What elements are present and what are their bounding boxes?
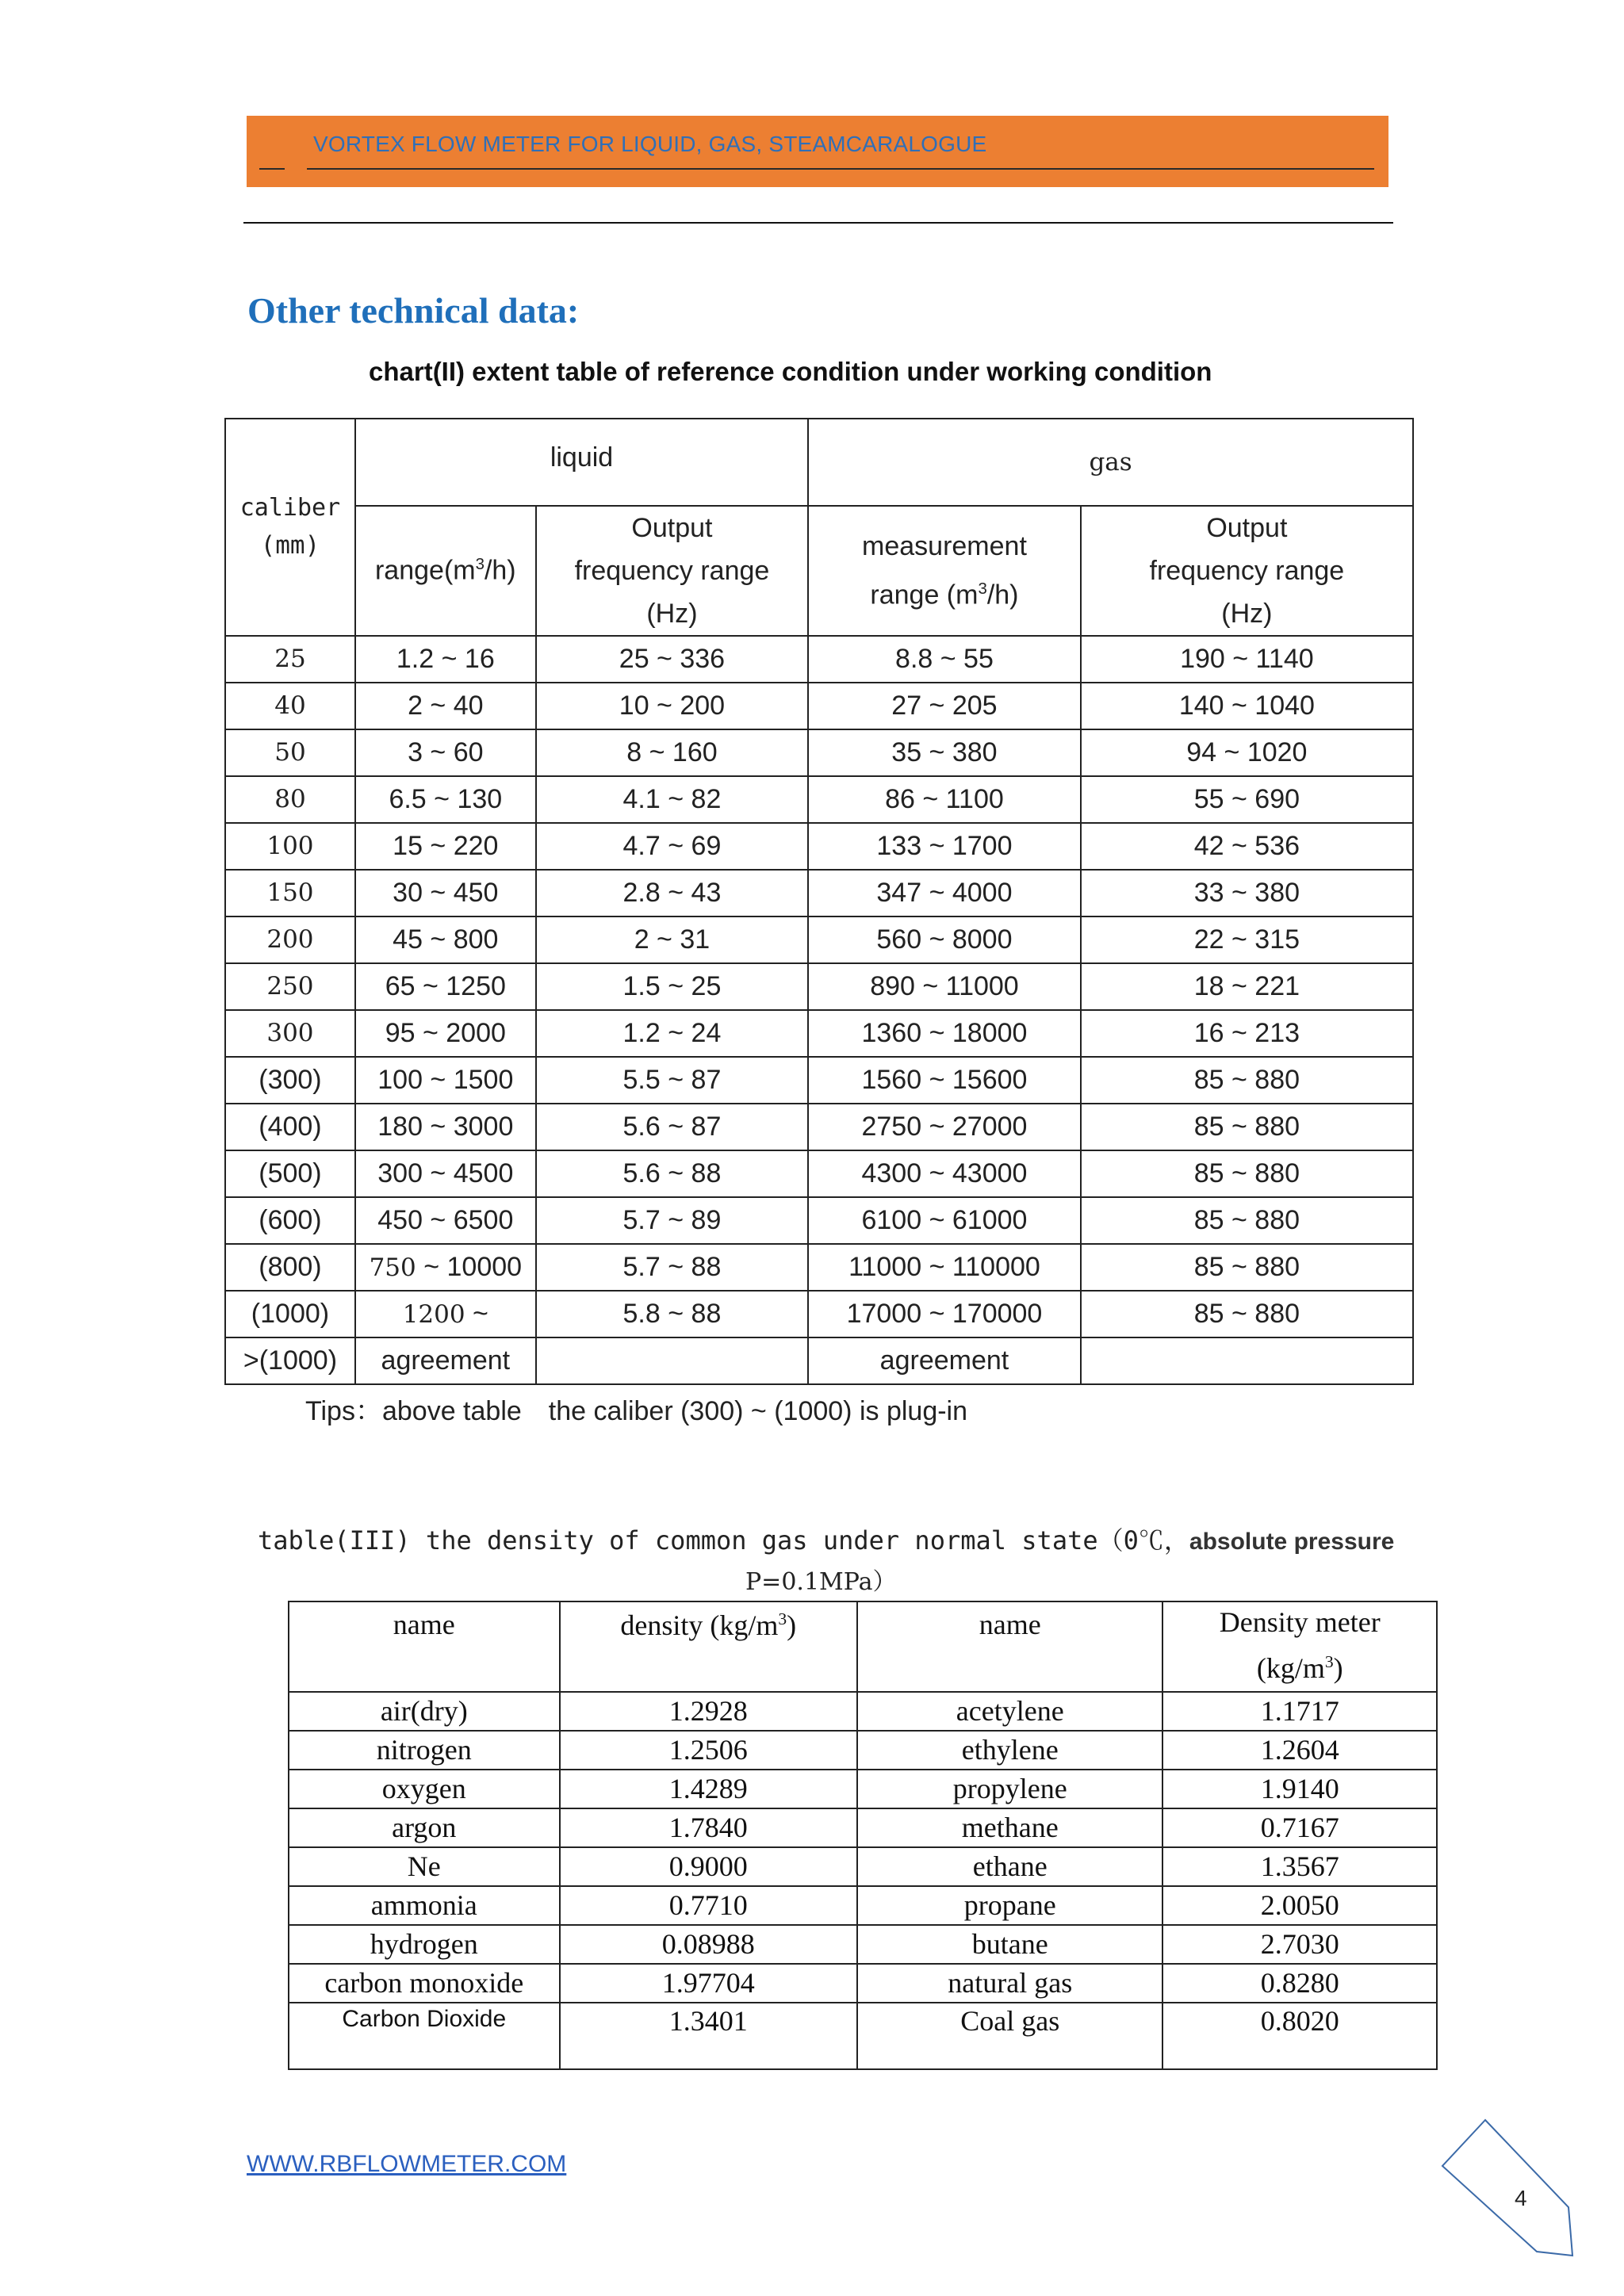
- table-row: air(dry) 1.2928 acetylene 1.1717: [289, 1692, 1437, 1731]
- table-row: oxygen 1.4289 propylene 1.9140: [289, 1770, 1437, 1808]
- table-row: 40 2 ~ 40 10 ~ 200 27 ~ 205 140 ~ 1040: [225, 683, 1413, 729]
- gas-freq-header: Output frequency range (Hz): [1081, 506, 1413, 636]
- table-row: ammonia 0.7710 propane 2.0050: [289, 1886, 1437, 1925]
- table-row: 100 15 ~ 220 4.7 ~ 69 133 ~ 1700 42 ~ 536: [225, 823, 1413, 870]
- table-row: (500) 300 ~ 4500 5.6 ~ 88 4300 ~ 43000 85 ~ 880: [225, 1150, 1413, 1197]
- table-row: nitrogen 1.2506 ethylene 1.2604: [289, 1731, 1437, 1770]
- gas-density-table: [288, 1601, 1438, 2070]
- caliber-unit: (mm): [260, 531, 320, 561]
- liquid-freq-header: Output frequency range (Hz): [536, 506, 808, 636]
- table-row: 150 30 ~ 450 2.8 ~ 43 347 ~ 4000 33 ~ 380: [225, 870, 1413, 916]
- table-row: 300 95 ~ 2000 1.2 ~ 24 1360 ~ 18000 16 ~ 213: [225, 1010, 1413, 1057]
- table-row: Ne 0.9000 ethane 1.3567: [289, 1847, 1437, 1886]
- flow-range-table: [224, 418, 1414, 1385]
- table-row: carbon monoxide 1.97704 natural gas 0.8280: [289, 1964, 1437, 2003]
- table-row: (400) 180 ~ 3000 5.6 ~ 87 2750 ~ 27000 85 ~ 880: [225, 1104, 1413, 1150]
- header-title: VORTEX FLOW METER FOR LIQUID, GAS, STEAMCARALOGUE: [313, 132, 987, 156]
- table-row: 50 3 ~ 60 8 ~ 160 35 ~ 380 94 ~ 1020: [225, 729, 1413, 776]
- caliber-header: [225, 419, 355, 636]
- table-row: >(1000) agreement agreement: [225, 1337, 1413, 1384]
- page-badge-shape: [1438, 2117, 1580, 2260]
- table3-caption-line2: P=0.1MPa）: [745, 1568, 897, 1596]
- name-header: name: [289, 1601, 560, 1692]
- page-number: 4: [1515, 2186, 1527, 2210]
- table-row: (1000) 1200 ~ 5.8 ~ 88 17000 ~ 170000 85 ~ 880: [225, 1291, 1413, 1337]
- table-row: 25 1.2 ~ 16 25 ~ 336 8.8 ~ 55 190 ~ 1140: [225, 636, 1413, 683]
- gas-header: gas: [808, 419, 1413, 506]
- section-title: Other technical data:: [247, 290, 580, 331]
- website-link[interactable]: WWW.RBFLOWMETER.COM: [247, 2151, 567, 2177]
- table-row: 250 65 ~ 1250 1.5 ~ 25 890 ~ 11000 18 ~ 221: [225, 963, 1413, 1010]
- caliber-label: caliber: [239, 494, 341, 522]
- table-row: 200 45 ~ 800 2 ~ 31 560 ~ 8000 22 ~ 315: [225, 916, 1413, 963]
- header-underline: [307, 168, 1374, 170]
- gas-range-header: measurement range $(m^3/h)$: [808, 506, 1081, 636]
- table2-tips: Tips：above table the caliber (300) ~ (1000) is plug-in: [305, 1396, 968, 1426]
- table2-caption: chart(II) extent table of reference condition under working condition: [369, 357, 1212, 386]
- table-row: hydrogen 0.08988 butane 2.7030: [289, 1925, 1437, 1964]
- name-header-2: name: [857, 1601, 1162, 1692]
- table-row: (600) 450 ~ 6500 5.7 ~ 89 6100 ~ 61000 85 ~ 880: [225, 1197, 1413, 1244]
- liquid-range-header: $range(m^3/h)$: [355, 506, 536, 636]
- table-subheader-row: [225, 506, 1413, 636]
- table-header-row: [289, 1601, 1437, 1692]
- top-divider: [243, 222, 1393, 224]
- table-row: (300) 100 ~ 1500 5.5 ~ 87 1560 ~ 15600 85 ~ 880: [225, 1057, 1413, 1104]
- density-header-2: Density meter $(kg/m^3)$: [1162, 1601, 1437, 1692]
- table-row: 80 6.5 ~ 130 4.1 ~ 82 86 ~ 1100 55 ~ 690: [225, 776, 1413, 823]
- table-row: (800) 750 ~ 10000 5.7 ~ 88 11000 ~ 110000 85 ~ 880: [225, 1244, 1413, 1291]
- density-header: density $(kg/m^3)$: [560, 1601, 857, 1692]
- table3-caption: table(III) the density of common gas under normal state（0℃，absolute pressure: [258, 1525, 1395, 1556]
- header-band: [247, 116, 1388, 187]
- table-row: argon 1.7840 methane 0.7167: [289, 1808, 1437, 1847]
- liquid-header: liquid: [355, 419, 808, 506]
- header-dash: [259, 168, 285, 170]
- table-header-row: [225, 419, 1413, 506]
- table-row: Carbon Dioxide 1.3401 Coal gas 0.8020: [289, 2003, 1437, 2069]
